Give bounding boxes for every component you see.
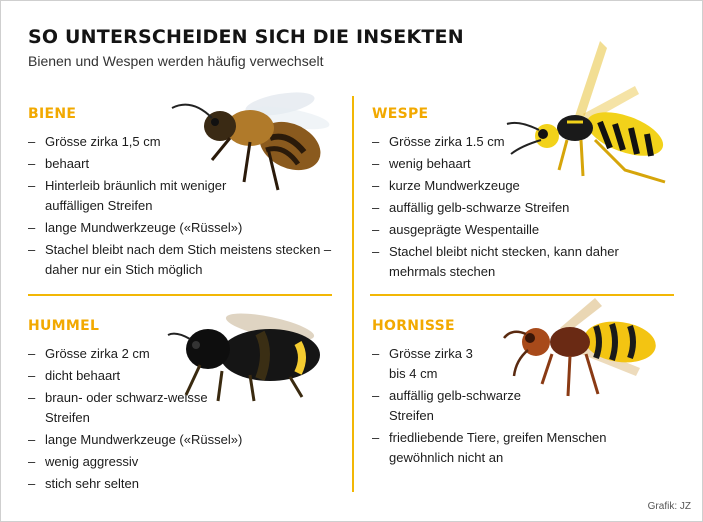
list-item: – lange Mundwerkzeuge («Rüssel») — [28, 218, 328, 238]
wasp-photo — [505, 36, 690, 186]
list-item: – Stachel bleibt nach dem Stich meistens stecken – daher nur ein Stich möglich — [28, 240, 335, 280]
list-item: – wenig aggressiv — [28, 452, 328, 472]
bumblebee-photo — [160, 305, 335, 405]
list-item: – stich sehr selten — [28, 474, 328, 494]
section-heading: BIENE — [28, 106, 77, 122]
list-item: – dicht behaart — [28, 366, 328, 386]
section-heading: WESPE — [372, 106, 429, 122]
list-item: – Stachel bleibt nicht stecken, kann daher mehrmals stechen — [372, 242, 619, 282]
page-subtitle: Bienen und Wespen werden häufig verwechselt — [28, 53, 324, 69]
horizontal-divider-right — [370, 294, 674, 296]
list-item: – Grösse zirka 3 bis 4 cm — [372, 344, 479, 384]
horizontal-divider-left — [28, 294, 332, 296]
vertical-divider — [352, 96, 354, 492]
list-item: – Hinterleib bräunlich mit weniger auffälligen Streifen — [28, 176, 265, 216]
section-heading: HORNISSE — [372, 318, 455, 334]
list-item: – auffällig gelb-schwarze Streifen — [372, 198, 672, 218]
graphic-credit: Grafik: JZ — [647, 501, 691, 512]
list-item: – auffällig gelb-schwarze Streifen — [372, 386, 539, 426]
list-item: – ausgeprägte Wespentaille — [372, 220, 672, 240]
hornet-photo — [500, 298, 675, 408]
bee-photo — [170, 86, 340, 206]
list-item: – wenig behaart — [372, 154, 672, 174]
list-item: – lange Mundwerkzeuge («Rüssel») — [28, 430, 328, 450]
list-item: – Grösse zirka 2 cm — [28, 344, 328, 364]
page-title: SO UNTERSCHEIDEN SICH DIE INSEKTEN — [28, 26, 464, 48]
list-item: – Grösse zirka 1,5 cm — [28, 132, 328, 152]
list-item: – behaart — [28, 154, 328, 174]
list-item: – Grösse zirka 1.5 cm — [372, 132, 672, 152]
section-heading: HUMMEL — [28, 318, 100, 334]
list-item: – kurze Mundwerkzeuge — [372, 176, 672, 196]
list-item: – friedliebende Tiere, greifen Menschen gewöhnlich nicht an — [372, 428, 629, 468]
list-item: – braun- oder schwarz-weisse Streifen — [28, 388, 215, 428]
